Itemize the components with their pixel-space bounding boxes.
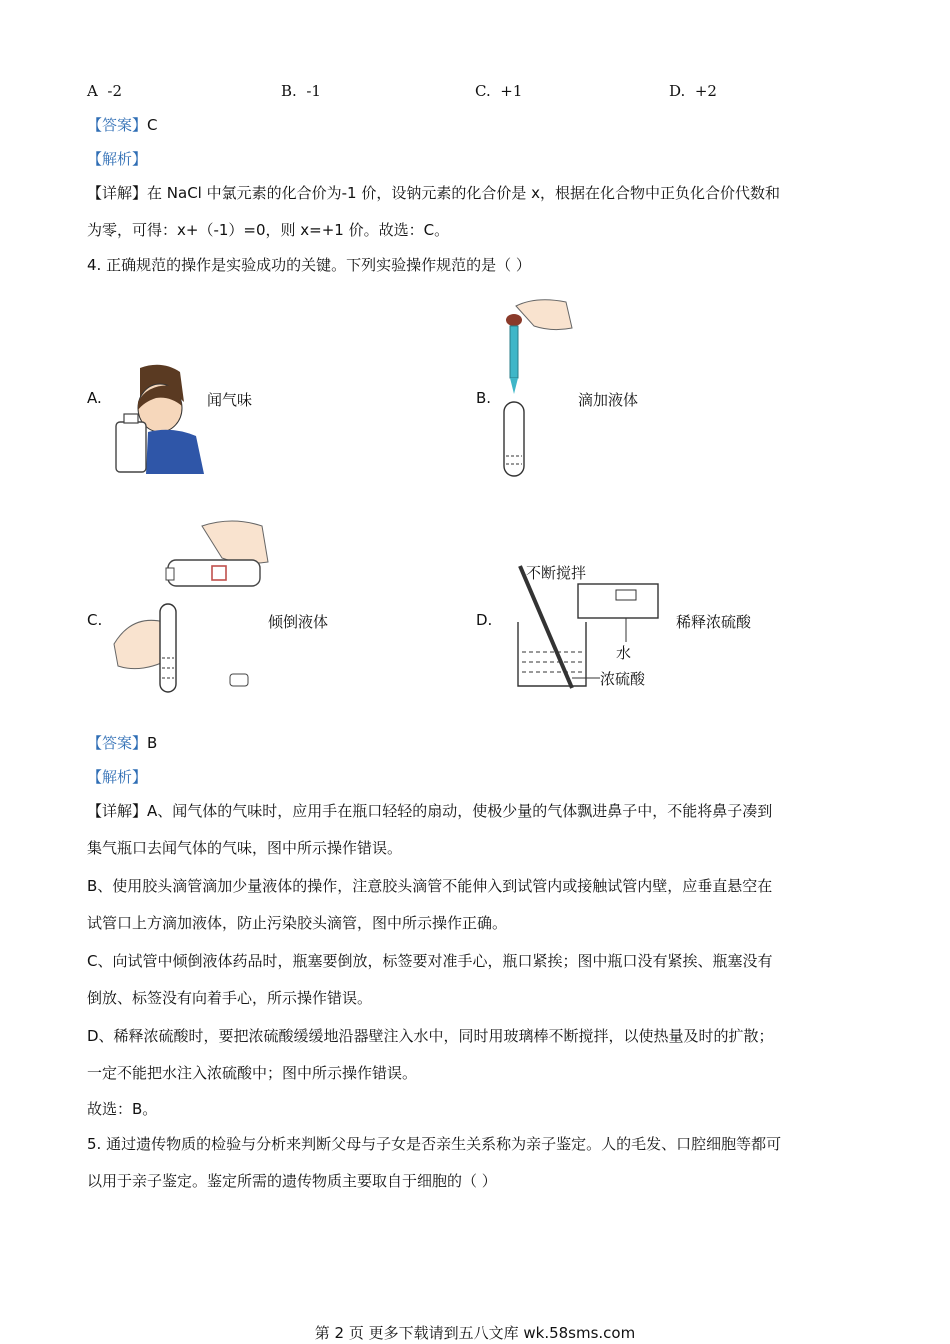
label-water: 水 bbox=[616, 644, 632, 662]
q4-analysis-tag: 【解析】 bbox=[87, 768, 148, 786]
q4-detail-line-2: 集气瓶口去闻气体的气味，图中所示操作错误。 bbox=[87, 839, 403, 857]
q4-option-c-caption: 倾倒液体 bbox=[268, 613, 329, 631]
q4-option-b-caption: 滴加液体 bbox=[578, 391, 639, 409]
q5-stem-line-2: 以用于亲子鉴定。鉴定所需的遗传物质主要取自于细胞的（ ） bbox=[87, 1172, 497, 1190]
option-d: D. +2 bbox=[669, 82, 717, 100]
q4-detail-line-7: D、稀释浓硫酸时，要把浓硫酸缓缓地沿器壁注入水中，同时用玻璃棒不断搅拌，以使热量及时的扩散； bbox=[87, 1027, 774, 1045]
pour-liquid-figure bbox=[112, 518, 272, 694]
q5-stem-line-1: 5. 通过遗传物质的检验与分析来判断父母与子女是否亲生关系称为亲子鉴定。人的毛发、口腔细胞等都可 bbox=[87, 1135, 782, 1153]
q4-detail-line-6: 倒放、标签没有向着手心，所示操作错误。 bbox=[87, 989, 373, 1007]
option-c: C. +1 bbox=[475, 82, 523, 100]
q4-option-d-caption: 稀释浓硫酸 bbox=[676, 613, 752, 631]
q4-detail-line-3: B、使用胶头滴管滴加少量液体的操作，注意胶头滴管不能伸入到试管内或接触试管内壁，应垂直悬空在 bbox=[87, 877, 773, 895]
q3-detail-line-2: 为零，可得：x+（-1）=0，则 x=+1 价。故选：C。 bbox=[87, 221, 450, 239]
page-footer: 第 2 页 更多下载请到五八文库 wk.58sms.com bbox=[314, 1324, 636, 1342]
q4-stem: 4. 正确规范的操作是实验成功的关键。下列实验操作规范的是（ ） bbox=[87, 256, 531, 274]
q3-detail-line-1: 【详解】在 NaCl 中氯元素的化合价为-1 价，设钠元素的化合价是 x，根据在化合物中正负化合价代数和 bbox=[87, 184, 780, 202]
q4-option-d-letter: D. bbox=[476, 611, 493, 629]
label-stir: 不断搅拌 bbox=[526, 564, 587, 582]
q4-option-a-letter: A. bbox=[87, 389, 102, 407]
option-a: A -2 bbox=[87, 82, 123, 100]
q4-detail-line-5: C、向试管中倾倒液体药品时，瓶塞要倒放，标签要对准手心，瓶口紧挨；图中瓶口没有紧挨、瓶塞没有 bbox=[87, 952, 773, 970]
smell-gas-figure bbox=[112, 362, 204, 474]
q4-option-b-letter: B. bbox=[476, 389, 492, 407]
q4-detail-line-8: 一定不能把水注入浓硫酸中；图中所示操作错误。 bbox=[87, 1064, 418, 1082]
dilute-acid-figure bbox=[512, 560, 662, 692]
q4-answer: 【答案】B bbox=[87, 734, 158, 752]
label-acid: 浓硫酸 bbox=[600, 670, 646, 688]
q4-option-c-letter: C. bbox=[87, 611, 103, 629]
q3-answer: 【答案】C bbox=[87, 116, 158, 134]
option-b: B. -1 bbox=[281, 82, 321, 100]
q3-analysis-tag: 【解析】 bbox=[87, 150, 148, 168]
q4-detail-line-4: 试管口上方滴加液体，防止污染胶头滴管，图中所示操作正确。 bbox=[87, 914, 508, 932]
dropper-figure bbox=[496, 298, 576, 480]
q4-detail-line-1: 【详解】A、闻气体的气味时，应用手在瓶口轻轻的扇动，使极少量的气体飘进鼻子中，不能将鼻子凑到 bbox=[87, 802, 773, 820]
q4-option-a-caption: 闻气味 bbox=[207, 391, 253, 409]
q4-conclusion: 故选：B。 bbox=[87, 1100, 158, 1118]
